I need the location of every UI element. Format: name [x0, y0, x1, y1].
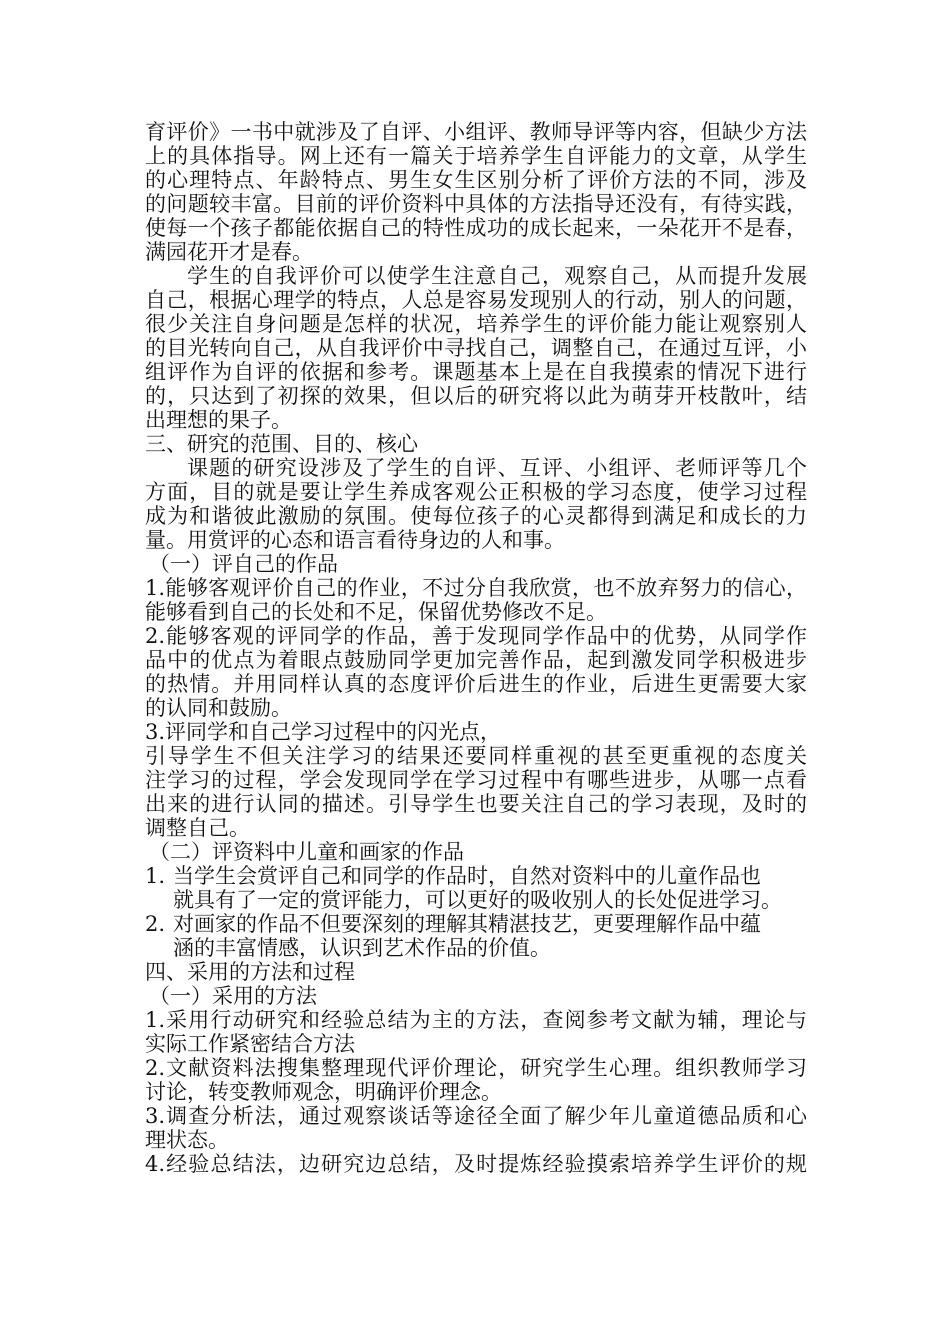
text-line: 4.经验总结法，边研究边总结，及时提炼经验摸索培养学生评价的规 — [145, 1152, 807, 1176]
list-item — [145, 1008, 807, 1056]
subsection-heading: （一）采用的方法 — [149, 984, 317, 1008]
text-line: 的问题较丰富。目前的评价资料中具体的方法指导还没有，有待实践， — [145, 192, 807, 216]
list-item — [145, 1152, 807, 1176]
text-line: 出理想的果子。 — [145, 408, 292, 432]
list-item — [145, 1056, 807, 1104]
list-text: 涵的丰富情感，认识到艺术作品的价值。 — [173, 936, 551, 960]
section-heading: 四、采用的方法和过程 — [145, 960, 355, 984]
text-line: 很少关注自身问题是怎样的状况，培养学生的评价能力能让观察别人 — [145, 312, 807, 336]
numbered-list — [145, 864, 807, 960]
text-line: 注学习的过程，学会发现同学在学习过程中有哪些进步，从哪一点看 — [145, 768, 807, 792]
text-line: 的认同和鼓励。 — [145, 696, 292, 720]
text-line: 的目光转向自己，从自我评价中寻找自己，调整自己，在通过互评，小 — [145, 336, 807, 360]
numbered-list-item — [145, 864, 807, 912]
list-item — [145, 624, 807, 720]
text-line: 能够看到自己的长处和不足，保留优势修改不足。 — [145, 600, 607, 624]
numbered-list-item — [145, 912, 807, 960]
text-line: 上的具体指导。网上还有一篇关于培养学生自评能力的文章，从学生 — [145, 144, 807, 168]
text-line: 成为和谐彼此激励的氛围。使每位孩子的心灵都得到满足和成长的力 — [145, 504, 807, 528]
text-line: 2.文献资料法搜集整理现代评价理论，研究学生心理。组织教师学习 — [145, 1056, 807, 1080]
text-line: 方面，目的就是要让学生养成客观公正积极的学习态度，使学习过程 — [145, 480, 807, 504]
text-line: 课题的研究设涉及了学生的自评、互评、小组评、老师评等几个 — [187, 456, 807, 480]
text-line: 的，只达到了初探的效果，但以后的研究将以此为萌芽开枝散叶，结 — [145, 384, 807, 408]
list-text: 当学生会赏评自己和同学的作品时，自然对资料中的儿童作品也 — [173, 864, 761, 888]
text-line: 量。用赏评的心态和语言看待身边的人和事。 — [145, 528, 565, 552]
text-line — [145, 936, 807, 960]
text-line: 引导学生不但关注学习的结果还要同样重视的甚至更重视的态度关 — [145, 744, 807, 768]
subsection-heading: （一）评自己的作品 — [149, 552, 338, 576]
text-line — [145, 912, 807, 936]
text-line — [145, 888, 807, 912]
section-heading: 三、研究的范围、目的、核心 — [145, 432, 418, 456]
text-line: 实际工作紧密结合方法 — [145, 1032, 355, 1056]
list-item — [145, 576, 807, 624]
text-line — [145, 864, 807, 888]
document-page — [145, 120, 807, 1176]
text-line: 出来的进行认同的描述。引导学生也要关注自己的学习表现，及时的 — [145, 792, 807, 816]
list-item — [145, 1104, 807, 1152]
text-line: 调整自己。 — [145, 816, 250, 840]
text-line: 满园花开才是春。 — [145, 240, 313, 264]
subsection-heading: （二）评资料中儿童和画家的作品 — [149, 840, 464, 864]
text-line: 3.调查分析法，通过观察谈话等途径全面了解少年儿童道德品质和心 — [145, 1104, 807, 1128]
paragraph-guidance — [145, 744, 807, 840]
list-number: 2. — [145, 912, 166, 936]
text-line: 学生的自我评价可以使学生注意自己，观察自己，从而提升发展 — [187, 264, 807, 288]
list-number: 1. — [145, 864, 166, 888]
paragraph-self-evaluation — [145, 264, 807, 432]
list-item: 3.评同学和自己学习过程中的闪光点， — [145, 720, 502, 744]
text-line: 讨论，转变教师观念，明确评价理念。 — [145, 1080, 502, 1104]
text-line: 品中的优点为着眼点鼓励同学更加完善作品，起到激发同学积极进步 — [145, 648, 807, 672]
paragraph-research-scope — [145, 456, 807, 552]
text-line: 组评作为自评的依据和参考。课题基本上是在自我摸索的情况下进行 — [145, 360, 807, 384]
list-text: 对画家的作品不但要深刻的理解其精湛技艺，更要理解作品中蕴 — [173, 912, 761, 936]
text-line: 使每一个孩子都能依据自己的特性成功的成长起来，一朵花开不是春， — [145, 216, 807, 240]
text-line: 育评价》一书中就涉及了自评、小组评、教师导评等内容，但缺少方法 — [145, 120, 807, 144]
text-line: 自己，根据心理学的特点，人总是容易发现别人的行动，别人的问题， — [145, 288, 807, 312]
list-text: 就具有了一定的赏评能力，可以更好的吸收别人的长处促进学习。 — [173, 888, 782, 912]
text-line: 理状态。 — [145, 1128, 229, 1152]
text-line: 2.能够客观的评同学的作品，善于发现同学作品中的优势，从同学作 — [145, 624, 807, 648]
text-line: 的心理特点、年龄特点、男生女生区别分析了评价方法的不同，涉及 — [145, 168, 807, 192]
text-line: 的热情。并用同样认真的态度评价后进生的作业，后进生更需要大家 — [145, 672, 807, 696]
text-line: 1.采用行动研究和经验总结为主的方法，查阅参考文献为辅，理论与 — [145, 1008, 807, 1032]
text-line: 1.能够客观评价自己的作业，不过分自我欣赏，也不放弃努力的信心， — [145, 576, 807, 600]
paragraph-intro-review — [145, 120, 807, 264]
